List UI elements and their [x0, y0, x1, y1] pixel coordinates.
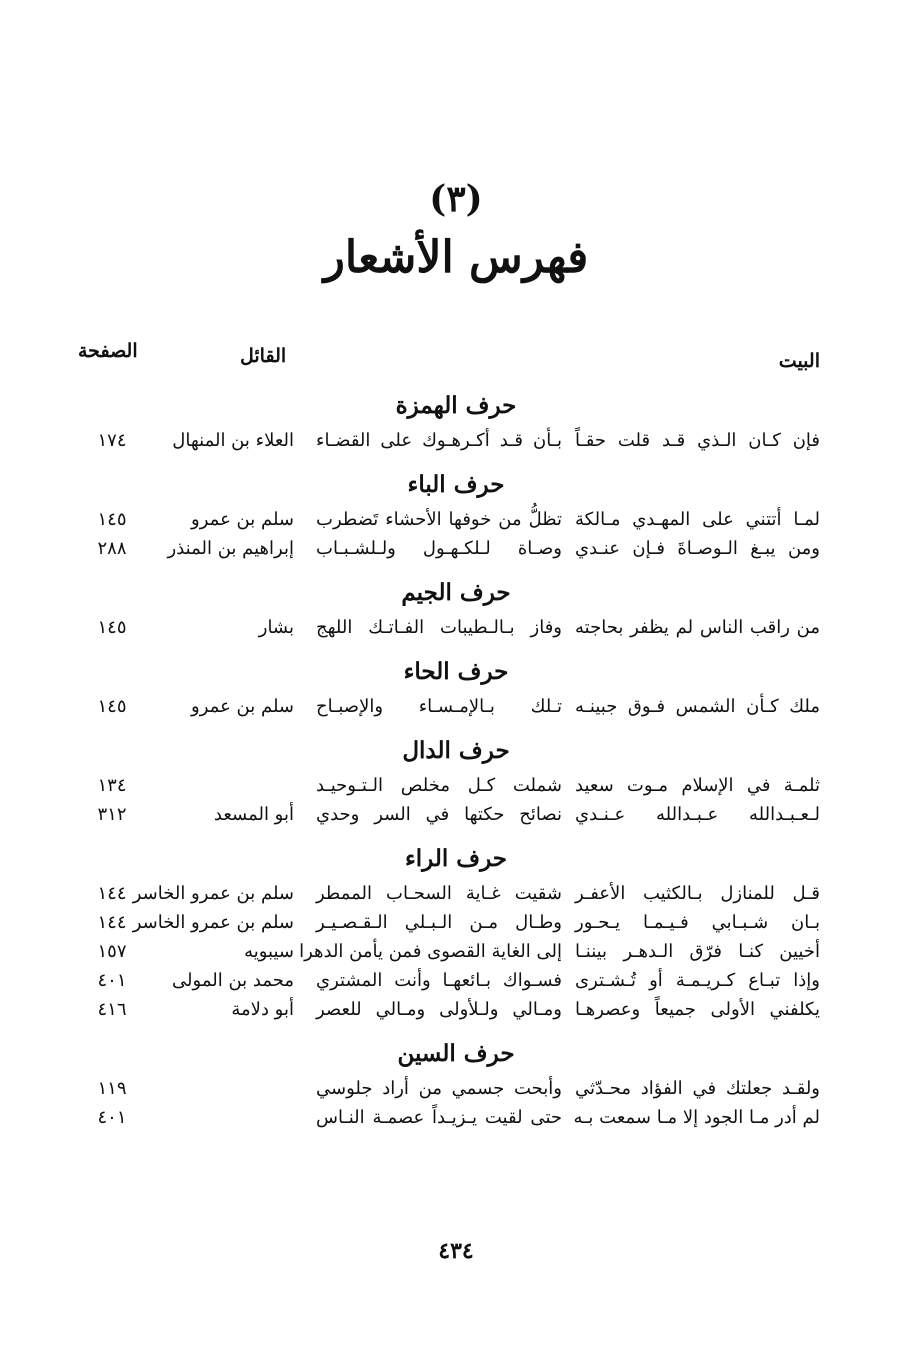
- poet-name: العلاء بن المنهال: [172, 430, 294, 451]
- verse-second-hemistich: وأبحت جسمي من أراد جلوسي: [316, 1078, 562, 1099]
- verse-first-hemistich: لمـا أتتني على المهـدي مـالكة: [575, 509, 820, 530]
- verse-row: [0, 536, 912, 565]
- verse-first-hemistich: ثلمـة في الإسلام مـوت سعيد: [575, 775, 820, 796]
- verse-first-hemistich: أخيين كنـا فرّق الـدهـر بيننـا: [575, 941, 820, 962]
- verse-first-hemistich: بـان شـبـابي فـيـمـا يـحـور: [575, 912, 820, 933]
- poet-name: سلم بن عمرو الخاسر: [132, 912, 294, 933]
- section-title: حرف الراء: [404, 845, 508, 872]
- verse-row: [0, 773, 912, 802]
- page-reference: ١٧٤: [97, 430, 127, 451]
- section-title: حرف الباء: [407, 471, 505, 498]
- page-reference: ١١٩: [97, 1078, 127, 1099]
- section-title: حرف الحاء: [403, 658, 509, 685]
- page-reference: ٤١٦: [97, 999, 127, 1020]
- page-reference: ٢٨٨: [97, 538, 127, 559]
- verse-second-hemistich: شقيت غـاية السحـاب الممطر: [316, 883, 562, 904]
- verse-second-hemistich: شملت كـل مخلص الـتـوحيـد: [316, 775, 562, 796]
- verse-second-hemistich: حتى لقيت يـزيـداً عصمـة النـاس: [316, 1107, 562, 1128]
- page-reference: ١٤٤: [97, 883, 127, 904]
- verse-first-hemistich: ومن يبـغ الـوصـاةَ فـإن عنـدي: [575, 538, 820, 559]
- verse-first-hemistich: يكلفني الأولى جميعاً وعصرهـا: [575, 999, 820, 1020]
- poet-name: سلم بن عمرو الخاسر: [132, 883, 294, 904]
- section-title: حرف الدال: [402, 737, 510, 764]
- column-header-page: الصفحة: [78, 340, 138, 362]
- verse-row: [0, 881, 912, 910]
- verse-second-hemistich: وطـال مـن الـبـلي الـقـصـيـر: [316, 912, 562, 933]
- verse-second-hemistich: تـلك بـالإمـسـاء والإصبـاح: [316, 696, 562, 717]
- verse-first-hemistich: من راقب الناس لم يظفر بحاجته: [575, 617, 820, 638]
- poet-name: محمد بن المولى: [172, 970, 294, 991]
- verse-second-hemistich: بـأن قـد أكـرهـوك على القضـاء: [316, 430, 562, 451]
- verse-first-hemistich: فإن كـان الـذي قـد قلت حقـاً: [575, 430, 820, 451]
- verse-row: [0, 910, 912, 939]
- page-reference: ١٤٥: [97, 696, 127, 717]
- section-title: حرف الجيم: [401, 579, 511, 606]
- verse-row: [0, 802, 912, 831]
- poet-name: أبو المسعد: [213, 804, 294, 825]
- verse-index-list: [0, 384, 912, 1134]
- verse-first-hemistich: ولقـد جعلتك في الفؤاد محـدّثي: [575, 1078, 820, 1099]
- verse-row: [0, 428, 912, 457]
- verse-second-hemistich: إلى الغاية القصوى فمن يأمن الدهرا: [299, 941, 562, 962]
- verse-second-hemistich: وفاز بـالـطيبات الفـاتـك اللهج: [316, 617, 562, 638]
- page-reference: ٤٠١: [97, 970, 127, 991]
- page-reference: ٤٠١: [97, 1107, 127, 1128]
- column-header-verse: البيت: [778, 350, 820, 372]
- poet-name: أبو دلامة: [231, 999, 294, 1020]
- page-reference: ١٥٧: [97, 941, 127, 962]
- verse-second-hemistich: ومـالي ولـلأولى ومـالي للعصر: [316, 999, 562, 1020]
- poet-name: بشار: [258, 617, 294, 638]
- poet-name: إبراهيم بن المنذر: [167, 538, 294, 559]
- page-number: ٤٣٤: [438, 1238, 474, 1264]
- poet-name: سلم بن عمرو: [191, 696, 294, 717]
- page-reference: ١٤٤: [97, 912, 127, 933]
- page-reference: ١٤٥: [97, 617, 127, 638]
- verse-row: [0, 615, 912, 644]
- column-header-poet: القائل: [240, 345, 287, 367]
- verse-first-hemistich: قـل للمنازل بـالكثيب الأعفـر: [575, 883, 820, 904]
- page-title: فهرس الأشعار: [323, 232, 589, 283]
- page-reference: ١٣٤: [97, 775, 127, 796]
- verse-row: [0, 997, 912, 1026]
- index-number: (٣): [429, 178, 483, 220]
- section-title: حرف الهمزة: [395, 392, 517, 419]
- verse-second-hemistich: وصـاة لـلكـهـول ولـلشـبـاب: [316, 538, 562, 559]
- page-reference: ١٤٥: [97, 509, 127, 530]
- verse-row: [0, 1076, 912, 1105]
- verse-row: [0, 694, 912, 723]
- verse-row: [0, 939, 912, 968]
- verse-row: [0, 968, 912, 997]
- verse-first-hemistich: وإذا تبـاع كـريـمـة أو تُـشـترى: [575, 970, 820, 991]
- verse-row: [0, 1105, 912, 1134]
- verse-second-hemistich: نصائح حكتها في السر وحدي: [316, 804, 562, 825]
- poet-name: سيبويه: [244, 941, 294, 962]
- verse-row: [0, 507, 912, 536]
- verse-first-hemistich: لم أدر مـا الجود إلا مـا سمعت بـه: [573, 1107, 820, 1128]
- page-reference: ٣١٢: [97, 804, 127, 825]
- section-title: حرف السين: [397, 1040, 515, 1067]
- verse-second-hemistich: فسـواك بـائعهـا وأنت المشتري: [316, 970, 562, 991]
- poet-name: سلم بن عمرو: [191, 509, 294, 530]
- verse-first-hemistich: ملك كـأن الشمس فـوق جبينـه: [575, 696, 820, 717]
- verse-first-hemistich: لـعـبـدالله عـبـدالله عـنـدي: [575, 804, 820, 825]
- verse-second-hemistich: تظلُّ من خوفها الأحشاء تَضطرب: [316, 509, 562, 530]
